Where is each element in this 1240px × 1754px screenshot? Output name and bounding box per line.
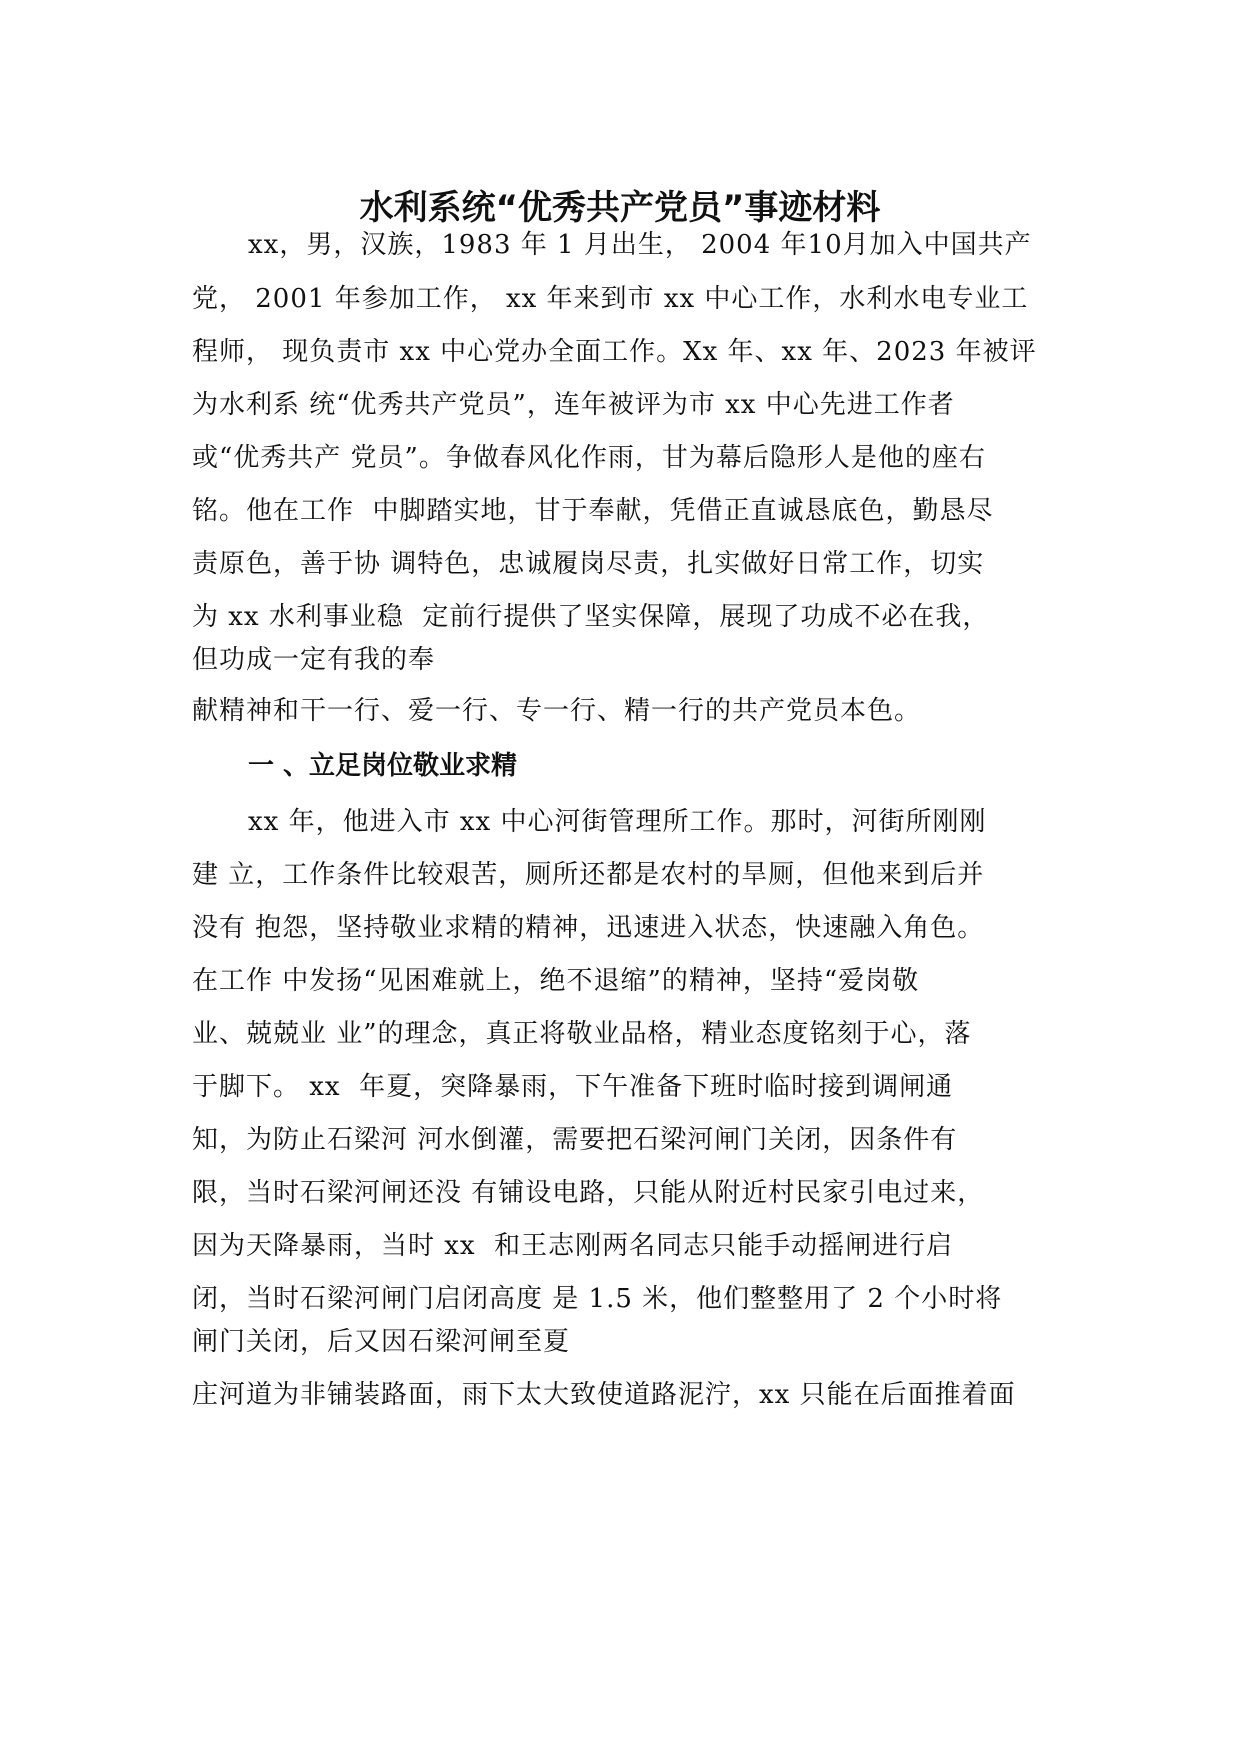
intro-line: 党， 2001 年参加工作， xx 年来到市 xx 中心工作，水利水电专业工 [192,284,1029,314]
section-line: 限，当时石梁河闸还没 有铺设电路，只能从附近村民家引电过来， [192,1178,985,1208]
intro-line: 但功成一定有我的奉 [192,645,436,675]
section-line: 闸门关闭，后又因石梁河闸至夏 [192,1327,571,1357]
section-heading: 一 、立足岗位敬业求精 [248,751,518,781]
intro-line: 或“优秀共产 党员”。争做春风化作雨，甘为幕后隐形人是他的座右 [192,443,986,473]
section-line: 庄河道为非铺装路面，雨下太大致使道路泥泞，xx 只能在后面推着面 [192,1380,1016,1410]
section-line: 闭，当时石梁河闸门启闭高度 是 1.5 米，他们整整用了 2 个小时将 [192,1284,1003,1314]
intro-line: 责原色，善于协 调特色，忠诚履岗尽责，扎实做好日常工作，切实 [192,549,985,579]
section-line: 在工作 中发扬“见困难就上，绝不退缩”的精神，坚持“爱岗敬 [192,966,920,996]
intro-line: xx，男，汉族，1983 年 1 月出生， 2004 年10月加入中国共产 [248,230,1032,260]
section-line: xx 年，他进入市 xx 中心河街管理所工作。那时，河街所刚刚 [248,807,987,837]
intro-line: 程师， 现负责市 xx 中心党办全面工作。Xx 年、xx 年、2023 年被评 [192,337,1037,367]
intro-line: 献精神和干一行、爱一行、专一行、精一行的共产党员本色。 [192,696,922,726]
section-line: 业、兢兢业 业”的理念，真正将敬业品格，精业态度铭刻于心，落 [192,1019,972,1049]
document-title: 水利系统“优秀共产党员”事迹材料 [359,188,881,228]
section-line: 没有 抱怨，坚持敬业求精的精神，迅速进入状态，快速融入角色。 [192,913,985,943]
section-line: 知，为防止石梁河 河水倒灌，需要把石梁河闸门关闭，因条件有 [192,1125,958,1155]
section-line: 建 立，工作条件比较艰苦，厕所还都是农村的旱厕，但他来到后并 [192,860,985,890]
intro-line: 铭。他在工作 中脚踏实地，甘于奉献，凭借正直诚恳底色，勤恳尽 [192,496,994,526]
intro-line: 为水利系 统“优秀共产党员”，连年被评为市 xx 中心先进工作者 [192,390,955,420]
section-line: 于脚下。 xx 年夏，突降暴雨，下午准备下班时临时接到调闸通 [192,1072,954,1102]
section-line: 因为天降暴雨，当时 xx 和王志刚两名同志只能手动摇闸进行启 [192,1231,954,1261]
intro-line: 为 xx 水利事业稳 定前行提供了坚实保障，展现了功成不必在我， [192,602,990,632]
